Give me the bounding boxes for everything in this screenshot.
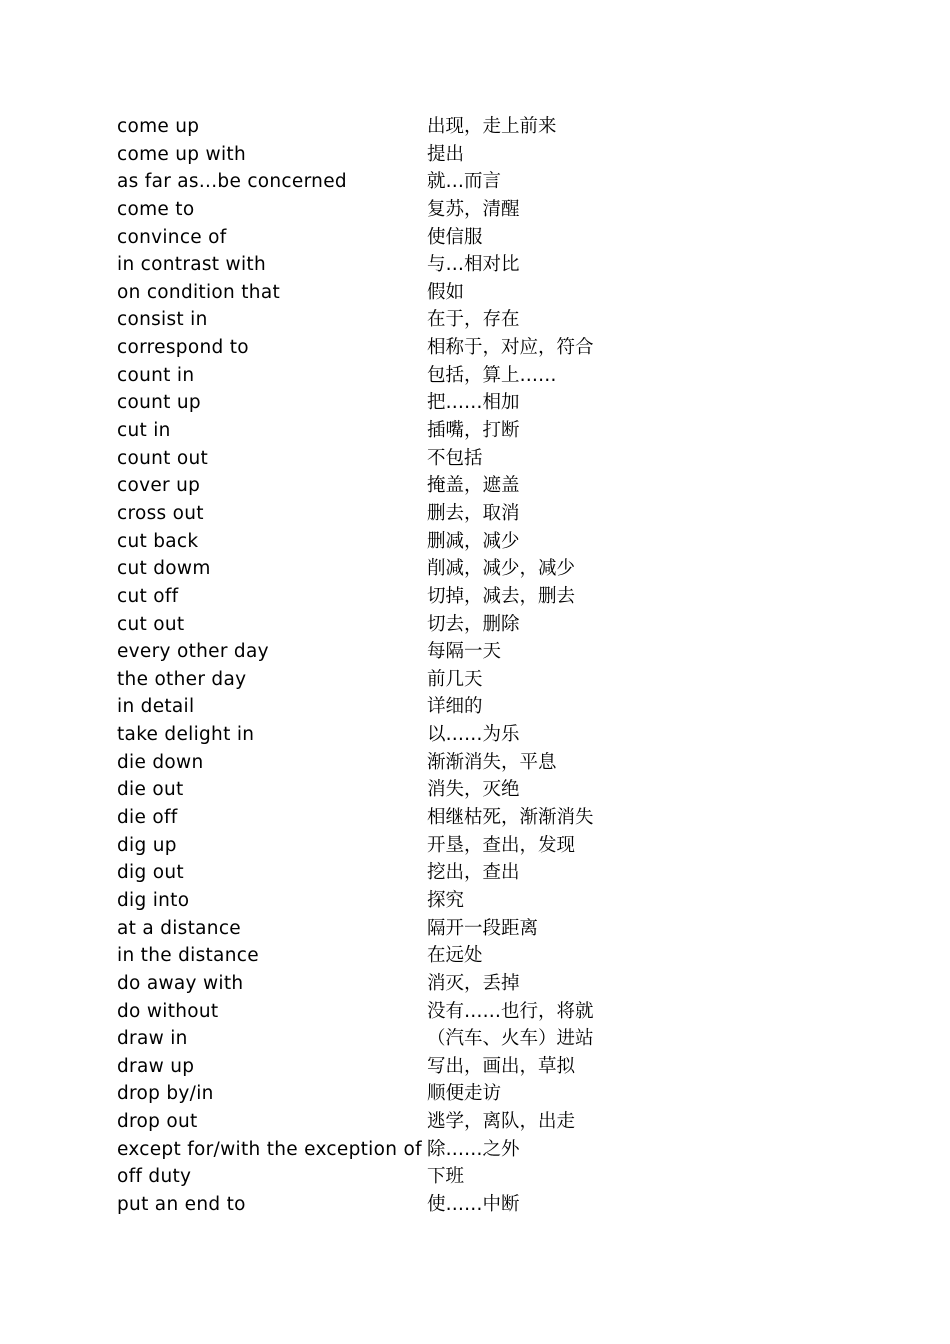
chinese-meaning: 就…而言 <box>427 171 502 193</box>
english-phrase: consist in <box>117 309 208 331</box>
phrase-row <box>117 1025 837 1053</box>
chinese-meaning: 削减，减少，减少 <box>427 558 576 580</box>
english-phrase: cut off <box>117 585 179 607</box>
english-phrase: on condition that <box>117 281 281 303</box>
phrase-row <box>117 859 837 887</box>
chinese-meaning: 使信服 <box>427 226 483 248</box>
chinese-meaning: 把……相加 <box>427 392 520 414</box>
chinese-meaning: 删去，取消 <box>427 502 520 524</box>
english-phrase: come up with <box>117 143 246 165</box>
chinese-meaning: 与…相对比 <box>427 254 520 276</box>
english-phrase: correspond to <box>117 337 249 359</box>
chinese-meaning: 详细的 <box>427 696 483 718</box>
phrase-row <box>117 113 837 141</box>
chinese-meaning: 下班 <box>427 1166 465 1188</box>
phrase-row <box>117 1053 837 1081</box>
phrase-row <box>117 417 837 445</box>
phrase-row <box>117 1108 837 1136</box>
chinese-meaning: 掩盖，遮盖 <box>427 475 520 497</box>
phrase-row <box>117 832 837 860</box>
chinese-meaning: 不包括 <box>427 447 483 469</box>
phrase-row <box>117 666 837 694</box>
phrase-row <box>117 306 837 334</box>
chinese-meaning: 渐渐消失，平息 <box>427 751 557 773</box>
chinese-meaning: 没有……也行，将就 <box>427 1000 594 1022</box>
english-phrase: drop by/in <box>117 1083 214 1105</box>
phrase-row <box>117 555 837 583</box>
english-phrase: in detail <box>117 696 195 718</box>
chinese-meaning: 顺便走访 <box>427 1083 502 1105</box>
chinese-meaning: 复苏，清醒 <box>427 198 520 220</box>
chinese-meaning: 前几天 <box>427 668 483 690</box>
phrase-row <box>117 693 837 721</box>
english-phrase: do without <box>117 1000 219 1022</box>
phrase-row <box>117 251 837 279</box>
english-phrase: in the distance <box>117 945 259 967</box>
chinese-meaning: 在远处 <box>427 945 483 967</box>
phrase-row <box>117 334 837 362</box>
chinese-meaning: 除……之外 <box>427 1138 520 1160</box>
phrase-row <box>117 998 837 1026</box>
phrase-row <box>117 915 837 943</box>
phrase-row <box>117 611 837 639</box>
english-phrase: draw in <box>117 1028 188 1050</box>
english-phrase: count up <box>117 392 201 414</box>
phrase-row <box>117 638 837 666</box>
english-phrase: die out <box>117 779 184 801</box>
chinese-meaning: 隔开一段距离 <box>427 917 539 939</box>
english-phrase: count out <box>117 447 209 469</box>
phrase-row <box>117 168 837 196</box>
phrase-row <box>117 887 837 915</box>
phrase-row <box>117 472 837 500</box>
english-phrase: as far as...be concerned <box>117 171 347 193</box>
english-phrase: drop out <box>117 1111 198 1133</box>
phrase-row <box>117 224 837 252</box>
phrase-row <box>117 1163 837 1191</box>
phrase-row <box>117 942 837 970</box>
chinese-meaning: 在于，存在 <box>427 309 520 331</box>
chinese-meaning: 挖出，查出 <box>427 862 520 884</box>
english-phrase: cut out <box>117 613 185 635</box>
english-phrase: off duty <box>117 1166 192 1188</box>
english-phrase: at a distance <box>117 917 241 939</box>
english-phrase: do away with <box>117 972 244 994</box>
chinese-meaning: （汽车、火车）进站 <box>427 1028 594 1050</box>
english-phrase: dig up <box>117 834 177 856</box>
chinese-meaning: 消失，灭绝 <box>427 779 520 801</box>
chinese-meaning: 使……中断 <box>427 1193 520 1215</box>
chinese-meaning: 切掉，减去，删去 <box>427 585 576 607</box>
english-phrase: cross out <box>117 502 204 524</box>
phrase-row <box>117 500 837 528</box>
phrase-row <box>117 970 837 998</box>
chinese-meaning: 每隔一天 <box>427 641 502 663</box>
english-phrase: come up <box>117 116 200 137</box>
chinese-meaning: 消灭，丢掉 <box>427 972 520 994</box>
phrase-row <box>117 1191 837 1219</box>
chinese-meaning: 逃学，离队，出走 <box>427 1111 576 1133</box>
english-phrase: take delight in <box>117 724 255 746</box>
chinese-meaning: 出现，走上前来 <box>427 116 557 137</box>
phrase-row <box>117 196 837 224</box>
english-phrase: come to <box>117 198 195 220</box>
english-phrase: the other day <box>117 668 247 690</box>
english-phrase: cut dowm <box>117 558 211 580</box>
english-phrase: dig out <box>117 862 184 884</box>
phrase-row <box>117 362 837 390</box>
english-phrase: every other day <box>117 641 269 663</box>
phrase-row <box>117 528 837 556</box>
english-phrase: cover up <box>117 475 201 497</box>
phrase-row <box>117 804 837 832</box>
chinese-meaning: 假如 <box>427 281 465 303</box>
chinese-meaning: 插嘴，打断 <box>427 420 520 442</box>
english-phrase: count in <box>117 364 195 386</box>
chinese-meaning: 相称于，对应，符合 <box>427 337 594 359</box>
english-phrase: in contrast with <box>117 254 266 276</box>
english-phrase: put an end to <box>117 1193 246 1215</box>
chinese-meaning: 删减，减少 <box>427 530 520 552</box>
chinese-meaning: 探究 <box>427 889 465 911</box>
phrase-list <box>117 113 837 1219</box>
english-phrase: cut in <box>117 420 171 442</box>
chinese-meaning: 相继枯死，渐渐消失 <box>427 807 594 829</box>
english-phrase: die off <box>117 807 178 829</box>
chinese-meaning: 包括，算上…… <box>427 364 557 386</box>
phrase-row <box>117 749 837 777</box>
english-phrase: convince of <box>117 226 227 248</box>
chinese-meaning: 切去，删除 <box>427 613 520 635</box>
phrase-row <box>117 583 837 611</box>
chinese-meaning: 开垦，查出，发现 <box>427 834 576 856</box>
english-phrase: except for/with the exception of <box>117 1138 422 1160</box>
phrase-row <box>117 445 837 473</box>
chinese-meaning: 提出 <box>427 143 465 165</box>
phrase-row <box>117 389 837 417</box>
chinese-meaning: 写出，画出，草拟 <box>427 1055 576 1077</box>
phrase-row <box>117 1136 837 1164</box>
chinese-meaning: 以……为乐 <box>427 724 520 746</box>
phrase-row <box>117 776 837 804</box>
phrase-row <box>117 279 837 307</box>
phrase-row <box>117 1080 837 1108</box>
english-phrase: dig into <box>117 889 190 911</box>
english-phrase: cut back <box>117 530 199 552</box>
english-phrase: die down <box>117 751 204 773</box>
phrase-row <box>117 721 837 749</box>
english-phrase: draw up <box>117 1055 195 1077</box>
phrase-row <box>117 141 837 169</box>
